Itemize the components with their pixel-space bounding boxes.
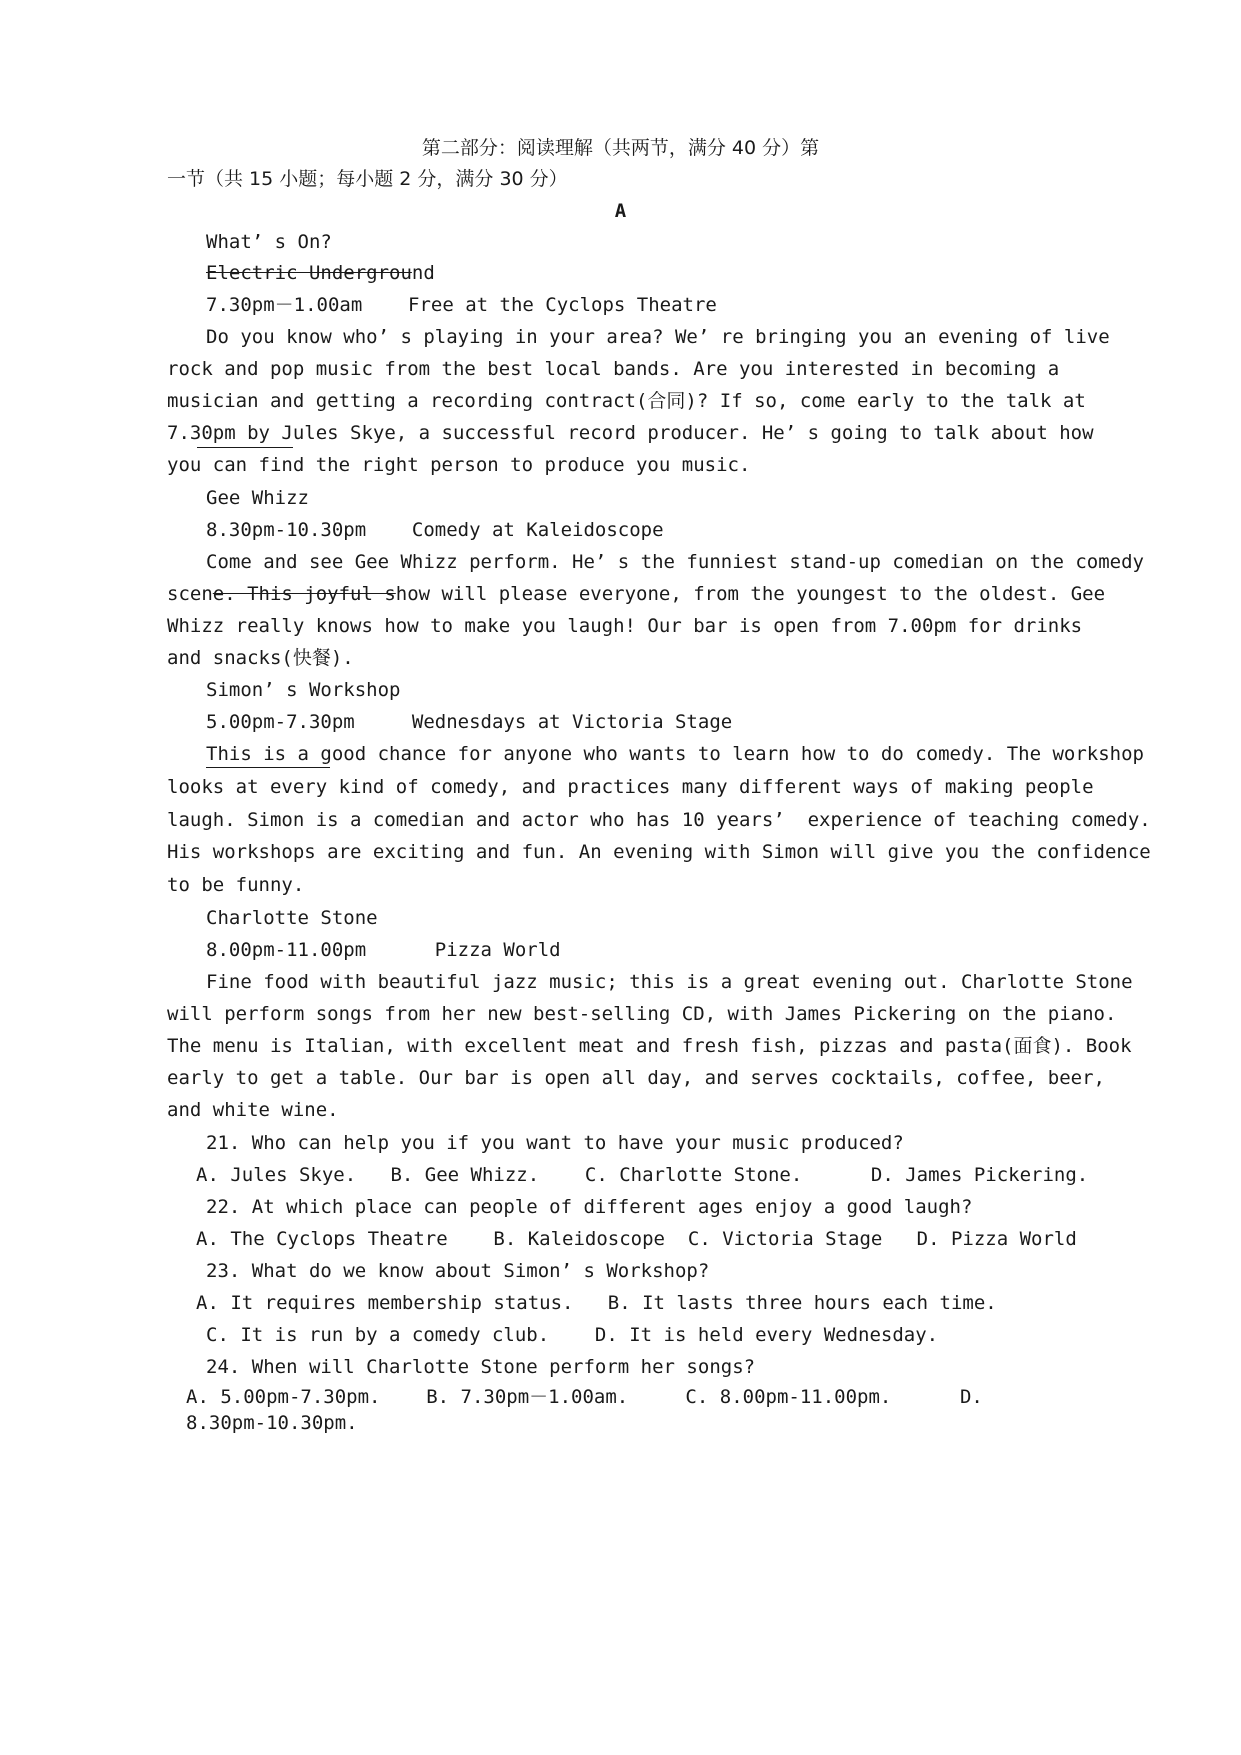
event-time-venue: 8.00pm-11.00pm Pizza World [206,939,561,961]
event-time-venue: 5.00pm-7.30pm Wednesdays at Victoria Stage [206,711,733,733]
question-24-options: 8.30pm-10.30pm. [186,1412,358,1434]
text-segment: how will please everyone, from the youngest to the oldest. Gee [395,583,1106,605]
event-name-charlotte-stone: Charlotte Stone [206,907,378,929]
paragraph-line: Whizz really knows how to make you laugh! Our bar is open from 7.00pm for drinks [167,615,1083,637]
paragraph-line: 7.30pm by Jules Skye, a successful record producer. He’ s going to talk about how [167,422,1094,444]
underline-mark [206,767,330,768]
struck-text: e. This joyful s [212,583,396,605]
question-21-options: A. Jules Skye. B. Gee Whizz. C. Charlotte Stone. D. James Pickering. [196,1164,1089,1186]
paragraph-line: musician and getting a recording contract(合同)? If so, come early to the talk at [167,390,1086,412]
paragraph-line: and white wine. [167,1099,339,1121]
paragraph-line: you can find the right person to produce you music. [167,454,751,476]
passage-letter: A [614,200,627,222]
paragraph-line: Come and see Gee Whizz perform. He’ s the funniest stand-up comedian on the comedy [206,551,1144,573]
paragraph-line [167,582,1105,606]
question-22-stem: 22. At which place can people of different ages enjoy a good laugh? [206,1196,973,1218]
paragraph-line: will perform songs from her new best-selling CD, with James Pickering on the piano. [167,1003,1117,1025]
question-24-options: A. 5.00pm-7.30pm. B. 7.30pm－1.00am. C. 8.00pm-11.00pm. D. [186,1386,983,1408]
passage-title: What’ s On? [206,231,332,253]
paragraph-line: This is a good chance for anyone who wants to learn how to do comedy. The workshop [206,743,1144,765]
event-name-simons-workshop: Simon’ s Workshop [206,679,401,701]
paragraph-line: and snacks(快餐). [167,647,354,669]
struck-text: Electric Undergrou [206,262,412,284]
question-23-options: C. It is run by a comedy club. D. It is held every Wednesday. [206,1324,939,1346]
paragraph-line: Fine food with beautiful jazz music; this is a great evening out. Charlotte Stone [206,971,1133,993]
paragraph-line: The menu is Italian, with excellent meat and fresh fish, pizzas and pasta(面食). Book [167,1035,1132,1057]
text-segment: scen [167,583,213,605]
question-23-options: A. It requires membership status. B. It lasts three hours each time. [196,1292,997,1314]
paragraph-line: laugh. Simon is a comedian and actor who has 10 years’ experience of teaching comedy. [167,809,1151,831]
question-23-stem: 23. What do we know about Simon’ s Workshop? [206,1260,710,1282]
event-name-rest: nd [411,262,435,284]
paragraph-line: looks at every kind of comedy, and practices many different ways of making people [167,776,1094,798]
event-name-gee-whizz: Gee Whizz [206,487,309,509]
event-name-electric-underground [206,261,435,285]
question-21-stem: 21. Who can help you if you want to have your music produced? [206,1132,904,1154]
section-title-line2: 一节（共 15 小题；每小题 2 分，满分 30 分） [167,168,568,190]
paragraph-line: Do you know who’ s playing in your area? We’ re bringing you an evening of live [206,326,1110,348]
paragraph-line: rock and pop music from the best local bands. Are you interested in becoming a [167,358,1060,380]
question-22-options: A. The Cyclops Theatre B. Kaleidoscope C. Victoria Stage D. Pizza World [196,1228,1077,1250]
section-title-line1: 第二部分：阅读理解（共两节，满分 40 分）第 [421,137,820,159]
paragraph-line: His workshops are exciting and fun. An evening with Simon will give you the confidence [167,841,1151,863]
underline-mark [197,447,293,448]
paragraph-line: early to get a table. Our bar is open all day, and serves cocktails, coffee, beer, [167,1067,1105,1089]
paragraph-line: to be funny. [167,874,305,896]
event-time-venue: 8.30pm-10.30pm Comedy at Kaleidoscope [206,519,664,541]
question-24-stem: 24. When will Charlotte Stone perform her songs? [206,1356,756,1378]
event-time-venue: 7.30pm－1.00am Free at the Cyclops Theatre [206,294,717,316]
